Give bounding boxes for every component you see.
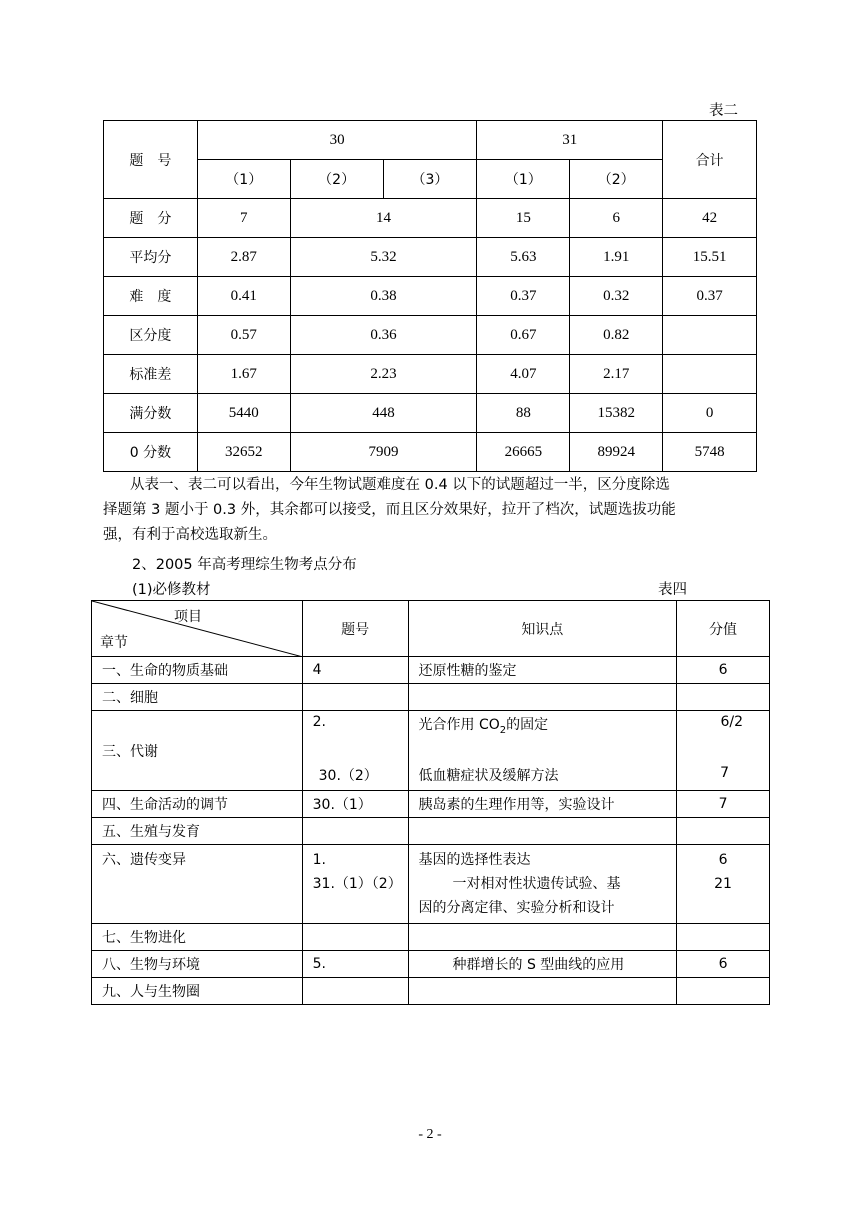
table-cell: 15382 <box>570 394 663 433</box>
table-cell: 26665 <box>477 433 570 472</box>
table-cell: 1.91 <box>570 238 663 277</box>
question-cell <box>302 711 408 791</box>
chapter-cell: 六、遗传变异 <box>92 845 303 924</box>
table-row <box>104 199 757 238</box>
row-label: 平均分 <box>104 238 198 277</box>
question-cell: 30.（1） <box>302 791 408 818</box>
table-row <box>92 684 770 711</box>
header-ti-hao: 题 号 <box>104 121 198 199</box>
paragraph-line-3: 强，有利于高校选取新生。 <box>103 527 277 543</box>
knowledge-cell <box>408 711 677 791</box>
table-cell: 0.82 <box>570 316 663 355</box>
knowledge-cell <box>408 924 677 951</box>
table-cell: 32652 <box>197 433 290 472</box>
score-line: 21 <box>714 876 732 892</box>
knowledge-line: 基因的选择性表达 <box>418 852 531 868</box>
header-knowledge: 知识点 <box>408 601 677 657</box>
table-row <box>104 355 757 394</box>
knowledge-cell <box>408 818 677 845</box>
question-cell: 5. <box>302 951 408 978</box>
knowledge-text: 光合作用 CO <box>418 717 500 733</box>
table-cell <box>663 355 757 394</box>
chapter-cell: 七、生物进化 <box>92 924 303 951</box>
question-line: 1. <box>312 852 326 868</box>
score-cell <box>677 711 770 791</box>
question-line: 30.（2） <box>318 768 378 784</box>
sub-header: （2） <box>290 160 383 199</box>
knowledge-line: 因的分离定律、实验分析和设计 <box>418 900 615 916</box>
sub-header: （2） <box>570 160 663 199</box>
chapter-cell: 四、生命活动的调节 <box>92 791 303 818</box>
subsection-title: (1)必修教材 <box>132 582 211 598</box>
section-heading: 2、2005 年高考理综生物考点分布 <box>132 557 357 573</box>
score-cell <box>677 845 770 924</box>
diag-top-label: 项目 <box>174 609 202 625</box>
paragraph-line-1: 从表一、表二可以看出，今年生物试题难度在 0.4 以下的试题超过一半，区分度除选 <box>130 477 670 493</box>
table-cell: 14 <box>290 199 477 238</box>
table-cell: 5748 <box>663 433 757 472</box>
subscript: 2 <box>499 724 507 736</box>
knowledge-cell <box>408 684 677 711</box>
question-cell <box>302 924 408 951</box>
header-score: 分值 <box>677 601 770 657</box>
table-row <box>92 924 770 951</box>
table-row <box>92 657 770 684</box>
header-ti-hao: 题号 <box>302 601 408 657</box>
table-cell: 15 <box>477 199 570 238</box>
chapter-cell: 八、生物与环境 <box>92 951 303 978</box>
table-cell <box>663 316 757 355</box>
knowledge-cell: 种群增长的 S 型曲线的应用 <box>408 951 677 978</box>
row-label: 难 度 <box>104 277 198 316</box>
score-cell <box>677 818 770 845</box>
table-cell: 448 <box>290 394 477 433</box>
score-cell <box>677 978 770 1005</box>
header-q31: 31 <box>477 121 663 160</box>
score-line: 6 <box>718 852 728 868</box>
sub-header: （3） <box>383 160 477 199</box>
table-cell: 5.63 <box>477 238 570 277</box>
knowledge-line <box>419 714 549 736</box>
table-cell: 0 <box>663 394 757 433</box>
table-cell: 6 <box>570 199 663 238</box>
knowledge-cell <box>408 978 677 1005</box>
score-cell <box>677 684 770 711</box>
table-cell: 89924 <box>570 433 663 472</box>
table-cell: 0.36 <box>290 316 477 355</box>
row-label: 题 分 <box>104 199 198 238</box>
table2-caption: 表二 <box>709 103 738 119</box>
question-cell <box>302 845 408 924</box>
table-cell: 0.67 <box>477 316 570 355</box>
page-number: - 2 - <box>418 1127 442 1142</box>
chapter-cell: 五、生殖与发育 <box>92 818 303 845</box>
knowledge-line: 低血糖症状及缓解方法 <box>418 768 559 784</box>
table-row <box>104 394 757 433</box>
table-row <box>104 433 757 472</box>
table-cell: 0.37 <box>477 277 570 316</box>
table-cell: 0.32 <box>570 277 663 316</box>
chapter-cell: 九、人与生物圈 <box>92 978 303 1005</box>
table-cell: 88 <box>477 394 570 433</box>
sub-header: （1） <box>477 160 570 199</box>
score-cell: 7 <box>677 791 770 818</box>
score-line: 6/2 <box>720 714 743 730</box>
knowledge-cell <box>408 845 677 924</box>
header-total: 合计 <box>663 121 757 199</box>
table-cell: 2.17 <box>570 355 663 394</box>
table4 <box>91 600 770 1005</box>
sub-header: （1） <box>197 160 290 199</box>
table-row <box>104 238 757 277</box>
diag-bottom-label: 章节 <box>100 635 128 651</box>
table-cell: 5440 <box>197 394 290 433</box>
table-cell: 0.38 <box>290 277 477 316</box>
table-cell: 7909 <box>290 433 477 472</box>
knowledge-cell: 胰岛素的生理作用等，实验设计 <box>408 791 677 818</box>
table-row <box>92 845 770 924</box>
table-cell: 1.67 <box>197 355 290 394</box>
question-line: 2. <box>312 714 326 730</box>
chapter-cell: 二、细胞 <box>92 684 303 711</box>
knowledge-text: 的固定 <box>506 717 549 733</box>
table-cell: 5.32 <box>290 238 477 277</box>
table-cell: 42 <box>663 199 757 238</box>
table-cell: 7 <box>197 199 290 238</box>
paragraph-line-2: 择题第 3 题小于 0.3 外，其余都可以接受，而且区分效果好，拉开了档次，试题选拔功能 <box>103 502 676 518</box>
score-line: 7 <box>720 765 729 781</box>
table2 <box>103 120 757 472</box>
table-cell: 4.07 <box>477 355 570 394</box>
chapter-cell: 一、生命的物质基础 <box>92 657 303 684</box>
diagonal-header-cell <box>92 601 303 657</box>
table4-caption: 表四 <box>658 582 687 598</box>
row-label: 标准差 <box>104 355 198 394</box>
score-cell: 6 <box>677 657 770 684</box>
score-cell: 6 <box>677 951 770 978</box>
question-cell: 4 <box>302 657 408 684</box>
table-cell: 0.37 <box>663 277 757 316</box>
knowledge-cell: 还原性糖的鉴定 <box>408 657 677 684</box>
knowledge-line: 一对相对性状遗传试验、基 <box>452 876 621 892</box>
table-row <box>92 711 770 791</box>
question-cell <box>302 684 408 711</box>
chapter-cell: 三、代谢 <box>92 711 303 791</box>
score-cell <box>677 924 770 951</box>
question-line: 31.（1）（2） <box>312 876 402 892</box>
question-cell <box>302 978 408 1005</box>
table-cell: 0.57 <box>197 316 290 355</box>
header-q30: 30 <box>197 121 477 160</box>
row-label: 区分度 <box>104 316 198 355</box>
table-cell: 2.23 <box>290 355 477 394</box>
table-cell: 2.87 <box>197 238 290 277</box>
table-row <box>104 277 757 316</box>
table-row <box>92 951 770 978</box>
question-cell <box>302 818 408 845</box>
table-row <box>104 316 757 355</box>
table-row <box>92 978 770 1005</box>
table-cell: 15.51 <box>663 238 757 277</box>
table-cell: 0.41 <box>197 277 290 316</box>
table-row <box>92 818 770 845</box>
table-row <box>92 791 770 818</box>
row-label: 满分数 <box>104 394 198 433</box>
row-label: 0 分数 <box>104 433 198 472</box>
